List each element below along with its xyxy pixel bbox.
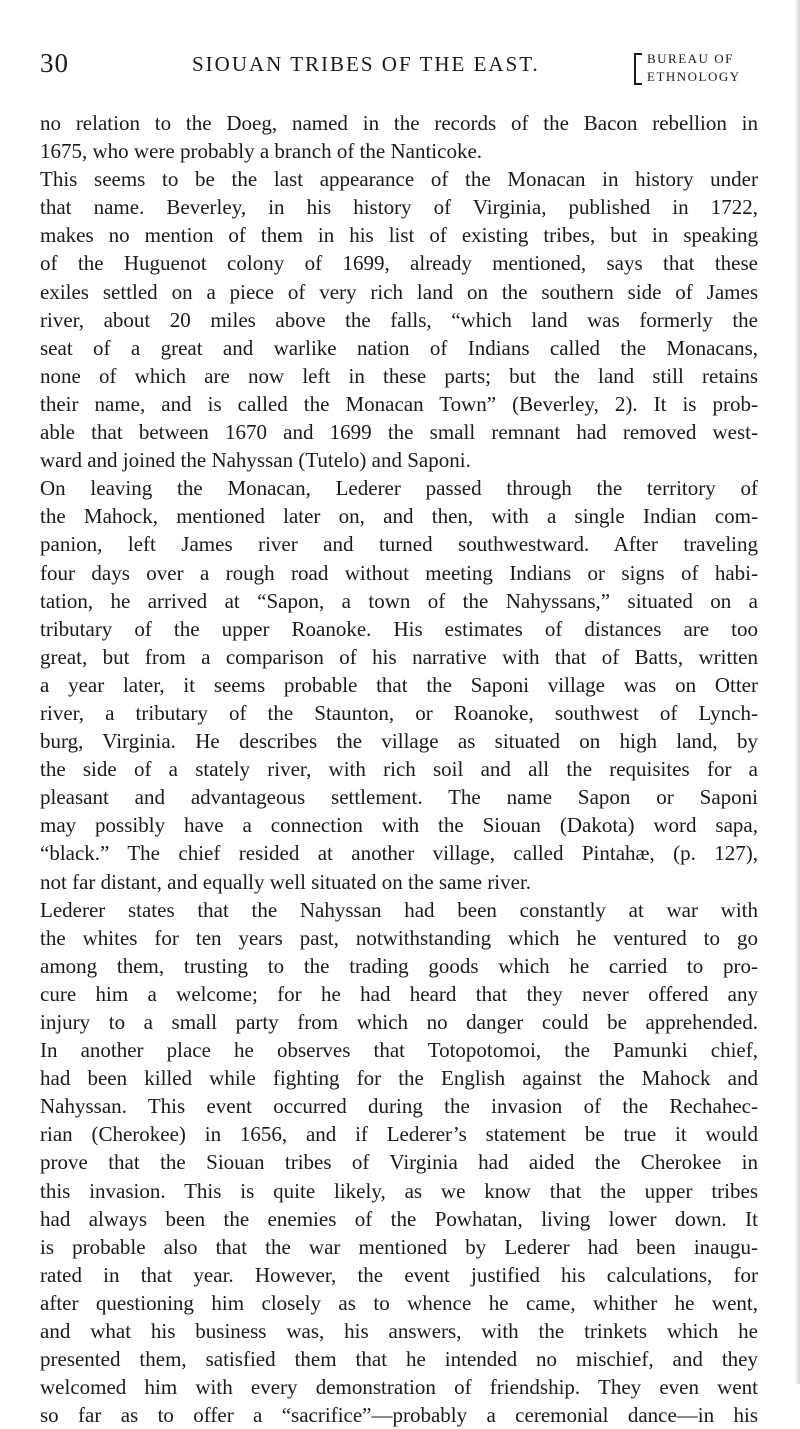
- page-header: [40, 48, 758, 96]
- page-edge-shadow: [794, 0, 800, 1384]
- text-line: “black.” The chief resided at another village, called Pintahæ, (p. 127),: [40, 841, 758, 866]
- text-line: Lederer states that the Nahyssan had been constantly at war with: [40, 897, 758, 922]
- text-line: had been killed while fighting for the English against the Mahock and: [40, 1066, 758, 1091]
- text-line: ward and joined the Nahyssan (Tutelo) and Saponi.: [40, 448, 471, 473]
- text-line: makes no mention of them in his list of existing tribes, but in speaking: [40, 223, 758, 248]
- body-text: [40, 109, 758, 1429]
- text-line: injury to a small party from which no danger could be apprehended.: [40, 1010, 758, 1034]
- text-line: may possibly have a connection with the Siouan (Dakota) word sapa,: [40, 813, 758, 838]
- text-line: that name. Beverley, in his history of Virginia, published in 1722,: [40, 195, 758, 220]
- text-line: their name, and is called the Monacan Town” (Beverley, 2). It is prob-: [40, 391, 758, 416]
- text-line: so far as to offer a “sacrifice”—probably a ceremonial dance—in his: [40, 1403, 758, 1428]
- text-line: river, a tributary of the Staunton, or Roanoke, southwest of Lynch-: [40, 700, 758, 725]
- text-line: 1675, who were probably a branch of the Nanticoke.: [40, 139, 483, 164]
- text-line: a year later, it seems probable that the Saponi village was on Otter: [40, 672, 758, 697]
- text-line: the whites for ten years past, notwithstanding which he ventured to go: [40, 925, 758, 950]
- text-line: this invasion. This is quite likely, as we know that the upper tribes: [40, 1178, 758, 1203]
- text-line: no relation to the Doeg, named in the records of the Bacon rebellion in: [40, 111, 758, 135]
- text-line: rian (Cherokee) in 1656, and if Lederer’s statement be true it would: [40, 1122, 758, 1147]
- stamp-line-1: BUREAU OF: [647, 51, 734, 66]
- text-line: This seems to be the last appearance of the Monacan in history under: [40, 167, 758, 192]
- stamp-bracket: [634, 53, 642, 85]
- running-title: SIOUAN TRIBES OF THE EAST.: [192, 52, 540, 76]
- text-line: and what his business was, his answers, with the trinkets which he: [40, 1319, 758, 1344]
- bureau-stamp: [634, 48, 758, 88]
- text-line: In another place he observes that Totopotomoi, the Pamunki chief,: [40, 1038, 758, 1063]
- text-line: welcomed him with every demonstration of friendship. They even went: [40, 1375, 758, 1400]
- text-line: had always been the enemies of the Powhatan, living lower down. It: [40, 1206, 758, 1231]
- text-line: On leaving the Monacan, Lederer passed through the territory of: [40, 476, 758, 501]
- text-line: burg, Virginia. He describes the village as situated on high land, by: [40, 729, 758, 754]
- text-line: is probable also that the war mentioned by Lederer had been inaugu-: [40, 1234, 758, 1259]
- text-line: able that between 1670 and 1699 the small remnant had removed west-: [40, 420, 758, 445]
- text-line: none of which are now left in these parts; but the land still retains: [40, 363, 758, 388]
- text-line: tributary of the upper Roanoke. His estimates of distances are too: [40, 616, 758, 641]
- text-line: exiles settled on a piece of very rich land on the southern side of James: [40, 279, 758, 304]
- text-line: presented them, satisfied them that he intended no mischief, and they: [40, 1347, 758, 1372]
- text-line: not far distant, and equally well situated on the same river.: [40, 869, 532, 894]
- text-line: pleasant and advantageous settlement. The name Sapon or Saponi: [40, 785, 758, 810]
- text-line: the side of a stately river, with rich soil and all the requisites for a: [40, 757, 758, 782]
- text-line: among them, trusting to the trading goods which he carried to pro-: [40, 953, 758, 978]
- text-line: the Mahock, mentioned later on, and then, with a single Indian com-: [40, 504, 758, 529]
- text-line: after questioning him closely as to whence he came, whither he went,: [40, 1290, 758, 1315]
- text-line: of the Huguenot colony of 1699, already mentioned, says that these: [40, 251, 758, 276]
- text-line: prove that the Siouan tribes of Virginia had aided the Cherokee in: [40, 1150, 758, 1175]
- text-line: tation, he arrived at “Sapon, a town of the Nahyssans,” situated on a: [40, 588, 758, 613]
- text-line: seat of a great and warlike nation of Indians called the Monacans,: [40, 335, 758, 360]
- stamp-line-2: ETHNOLOGY: [647, 69, 741, 84]
- text-line: panion, left James river and turned southwestward. After traveling: [40, 532, 758, 557]
- text-line: four days over a rough road without meeting Indians or signs of habi-: [40, 560, 758, 585]
- text-line: great, but from a comparison of his narrative with that of Batts, written: [40, 644, 758, 669]
- page-number: 30: [40, 48, 69, 78]
- text-line: rated in that year. However, the event justified his calculations, for: [40, 1262, 758, 1287]
- text-line: river, about 20 miles above the falls, “which land was formerly the: [40, 307, 758, 332]
- text-line: Nahyssan. This event occurred during the invasion of the Rechahec-: [40, 1094, 758, 1119]
- text-line: cure him a welcome; for he had heard that they never offered any: [40, 981, 758, 1006]
